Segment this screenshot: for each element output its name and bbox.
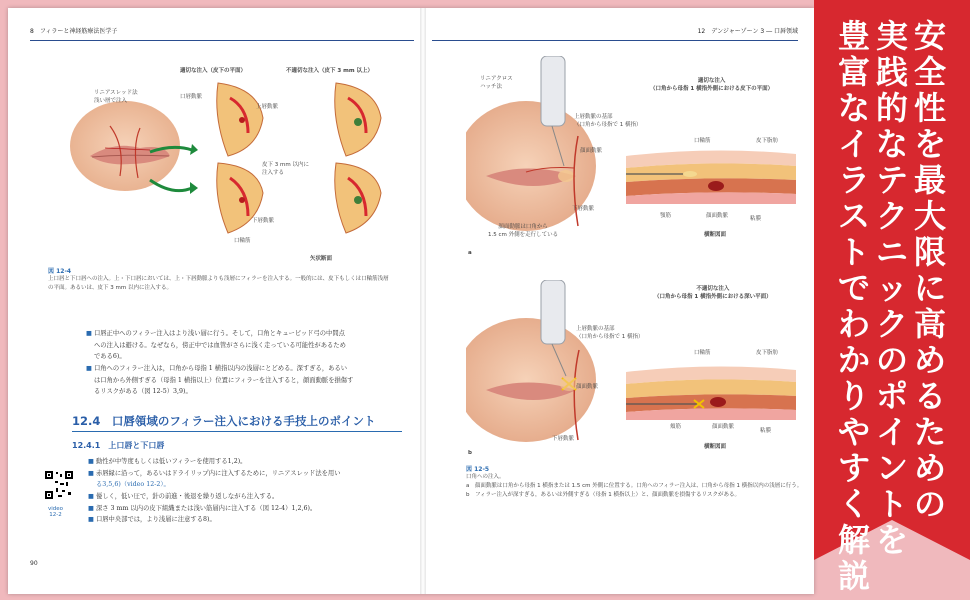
list-item: ■ 優しく，低い圧で，針の前進・後退を繰り返しながら注入する。: [88, 492, 279, 500]
banner-line-3: 豊富なイラストでわかりやすく解説: [837, 17, 870, 595]
lip-section-deep: [326, 78, 390, 238]
fig-12-4-caption-1: 上口唇と下口唇への注入。上・下口唇においては、上・下唇動脈よりも浅層にフィラーを注入する。一般的には、皮下もしくは口輪筋浅層: [48, 276, 389, 282]
paragraph-text: である6)。: [94, 353, 126, 361]
right-running-head-text: 12 デンジャーゾーン 3 ― 口唇領域: [697, 28, 798, 35]
list-item: ■ 口唇中央部では，より浅層に注意する8)。: [88, 516, 216, 524]
label-mouth-a: 口輪筋: [694, 138, 711, 144]
label-mucosa-b: 粘膜: [760, 428, 772, 434]
fig-12-4-shallow-title: 適切な注入（皮下の平面）: [180, 68, 247, 74]
cross-section-a: [626, 146, 796, 204]
label-face-artery-b: 顔面動脈: [712, 424, 735, 430]
list-item: ■ 赤唇縁に沿って，あるいはドライリップ内に注入するために，リニアスレッド法を用い: [88, 469, 341, 477]
fig-a-title: 適切な注入 （口角から母指 1 横指外側における皮下の平面）: [650, 78, 774, 92]
green-arrows: [148, 140, 198, 200]
face-injection-b: [466, 280, 606, 450]
right-running-head: [432, 26, 798, 41]
fig-12-5-caption-a: a 顔面動脈は口角から母指 1 横指または 1.5 cm 外側に位置する。口角へのフィラー注入は、口角から母指 1 横指以内の浅層に行う。: [466, 483, 803, 489]
fig-12-4-caption-2: の平面。あるいは、皮下 3 mm 以内に注入する。: [48, 285, 172, 291]
label-lower-b: 下唇動脈: [552, 436, 575, 442]
list-item: [88, 479, 408, 491]
fig-12-5-caption-b: b フィラー注入が深すぎる，あるいは外側すぎる（母指 1 横指以上）と、顔面動脈を損傷するリスクがある。: [466, 492, 740, 498]
left-running-head-text: 8 フィラーと神経筋療法医学子: [30, 28, 118, 35]
label-skin-a: 皮下脂肪: [756, 138, 779, 144]
fig-12-4-deep-title: 不適切な注入（皮下 3 mm 以上）: [286, 68, 374, 74]
label-inject-depth: 皮下 3 mm 以内に 注入する: [262, 162, 309, 176]
paragraph-line: [86, 386, 406, 398]
label-lower-artery: 下唇動脈: [252, 218, 275, 224]
label-upper-artery: 上唇動脈: [256, 104, 279, 110]
right-page: [426, 8, 814, 594]
label-fat-a: 顎筋: [660, 213, 672, 219]
list-item-text: 深さ 3 mm 以内の皮下組織または浅い筋層内に注入する（図 12-4）1,2,6)。: [95, 504, 317, 512]
body-paragraphs: [86, 328, 406, 398]
label-skin-b: 皮下脂肪: [756, 350, 779, 356]
paragraph-line: [86, 340, 406, 352]
left-page: [8, 8, 420, 594]
fig-12-4-id: 図 12-4: [48, 268, 72, 275]
label-mouth-b: 口輪筋: [694, 350, 711, 356]
list-item-text: る3,5,6)（video 12-2）。: [96, 481, 170, 489]
list-item-text: 口唇中央部では，より浅層に注意する8)。: [95, 516, 216, 524]
label-mucosa-a: 粘膜: [750, 216, 762, 222]
label-fat-b: 頬筋: [670, 424, 682, 430]
paragraph-text: は口角から外側すぎる（母指 1 横指以上）位置にフィラーを注入すると，顔面動脈を損傷す: [94, 376, 354, 384]
paragraph-text: への注入は避ける。なぜなら，傍正中では血管がさらに浅く走っている可能性があるため: [94, 341, 346, 349]
paragraph-text: るリスクがある（図 12-5）3,9)。: [94, 388, 192, 396]
list-item: ■ 深さ 3 mm 以内の皮下組織または浅い筋層内に注入する（図 12-4）1,2,6)。: [88, 504, 317, 512]
paragraph-line: [86, 363, 406, 375]
paragraph-line: [86, 375, 406, 387]
paragraph-line: [86, 351, 406, 363]
qr-code[interactable]: [44, 470, 74, 500]
panel-a-label: a: [468, 250, 472, 256]
paragraph-line: [86, 328, 406, 340]
list-item-text: 優しく，低い圧で，針の前進・後退を繰り返しながら注入する。: [95, 492, 279, 500]
video-label[interactable]: video 12-2: [48, 506, 64, 518]
paragraph-text: 口唇正中へのフィラー注入はより浅い層に行う。そして，口角とキューピッド弓の中間点: [93, 330, 345, 337]
label-rim-artery: 口唇動脈: [180, 94, 203, 100]
list-item-text: 赤唇縁に沿って，あるいはドライリップ内に注入するために，リニアスレッド法を用い: [95, 469, 341, 477]
technique-list: [88, 456, 408, 526]
label-upper-base-a: 上唇動脈の基部 （口角から母指で 1 横指）: [574, 114, 642, 128]
label-section-a: 横断図面: [704, 232, 727, 238]
panel-b-label: b: [468, 450, 472, 456]
label-facial-a: 顔面動脈: [580, 148, 603, 154]
section-title: 12.4 口唇領域のフィラー注入における手技上のポイント: [72, 413, 402, 432]
bullet-mark: ■: [86, 330, 92, 337]
label-linear-thread: リニアスレッド法 浅い層で注入: [94, 90, 138, 104]
book-spread: [8, 8, 814, 594]
label-cross-hatch: リニアクロス ハッチ法: [480, 76, 513, 90]
fig-12-5-caption-head: 口角への注入。: [466, 474, 505, 480]
list-item-text: 動性が中等度もしくは低いフィラーを使用する1,2)。: [95, 458, 247, 465]
bullet-mark: ■: [86, 364, 92, 372]
banner-line-2: 実践的なテクニックのポイントを: [875, 17, 908, 559]
page-number: 90: [30, 560, 38, 567]
cross-section-b: [626, 362, 796, 420]
left-running-head: [30, 26, 414, 41]
label-facial-b: 顔面動脈: [576, 384, 599, 390]
subsection-title: 12.4.1 上口唇と下口唇: [72, 441, 165, 450]
label-section-b: 横断図面: [704, 444, 727, 450]
label-lower-a: 下唇動脈: [572, 206, 595, 212]
banner-line-1: 安全性を最大限に高めるための: [913, 17, 946, 523]
label-orbicularis: 口輪筋: [234, 238, 251, 244]
label-face-artery-a: 顔面動脈: [706, 213, 729, 219]
fig-12-5-id: 図 12-5: [466, 466, 490, 473]
label-upper-base-b: 上唇動脈の基部 （口角から母指で 1 横指）: [576, 326, 644, 340]
paragraph-text: 口角へのフィラー注入は，口角から母指 1 横指以内の浅層にとどめる。深すぎる，あるい: [93, 364, 348, 372]
label-facial-note: 顔面動脈は口角から 1.5 cm 外側を走行している: [488, 224, 559, 238]
list-item: ■ 動性が中等度もしくは低いフィラーを使用する1,2)。: [88, 458, 247, 465]
label-sagittal: 矢状断面: [310, 256, 333, 262]
fig-b-title: 不適切な注入 （口角から母指 1 横指外側における深い平面）: [654, 286, 772, 300]
